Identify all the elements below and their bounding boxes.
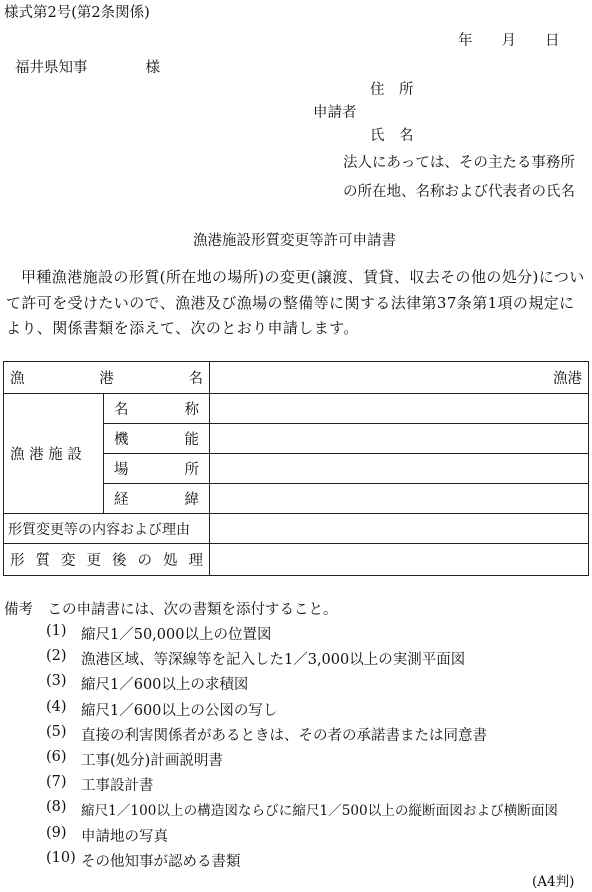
spread-char: 後 <box>112 553 127 569</box>
date-line: 年 月 日 <box>458 33 560 49</box>
list-item-text: 工事(処分)計画説明書 <box>81 752 223 769</box>
spread-char: 緯 <box>184 492 199 508</box>
list-item <box>46 799 558 824</box>
spread-char: 形 <box>10 553 25 569</box>
list-item-text: 縮尺1／600以上の公図の写し <box>81 702 278 719</box>
name-label: 氏 名 <box>370 128 414 144</box>
list-item <box>46 774 558 799</box>
list-item-number: (5) <box>46 723 67 740</box>
spread-char: 処 <box>163 553 178 569</box>
spread-char: 機 <box>114 432 129 448</box>
list-item <box>46 648 558 673</box>
notes-heading: 備考 この申請書には、次の書類を添付すること。 <box>4 602 338 618</box>
list-item-number: (1) <box>46 623 67 639</box>
attachment-list <box>46 623 558 875</box>
spread-char: 名 <box>188 371 203 387</box>
list-item <box>46 699 558 724</box>
list-item-number: (3) <box>46 673 67 690</box>
spread-char: 質 <box>35 553 50 569</box>
facility-history-value[interactable] <box>210 484 589 514</box>
spread-char: 経 <box>114 492 129 508</box>
list-item-text: 直接の利害関係者があるときは、その者の承諾書または同意書 <box>81 727 487 744</box>
list-item-text: 縮尺1／50,000以上の位置図 <box>81 627 272 643</box>
list-item-text: 縮尺1／600以上の求積図 <box>81 677 249 694</box>
spread-char: 漁 <box>10 371 25 387</box>
facility-location-label <box>104 454 210 484</box>
facility-row-name <box>4 394 589 424</box>
list-item-number: (9) <box>46 824 67 841</box>
facility-function-label <box>104 424 210 454</box>
fishing-port-value[interactable]: 漁港 <box>210 362 589 394</box>
fishing-port-row <box>4 362 589 394</box>
spread-char: 場 <box>114 462 129 478</box>
facility-function-value[interactable] <box>210 424 589 454</box>
corporation-note-line-2: の所在地、名称および代表者の氏名 <box>343 184 575 200</box>
change-content-value[interactable] <box>210 514 589 544</box>
list-item-number: (10) <box>46 849 76 866</box>
facility-group-label: 漁 港 施 設 <box>4 394 104 514</box>
spread-char: の <box>137 553 152 569</box>
list-item <box>46 724 558 749</box>
corporation-note-line-1: 法人にあっては、その主たる事務所 <box>343 155 575 171</box>
application-form-table <box>3 361 589 576</box>
list-item-number: (8) <box>46 799 67 816</box>
spread-char: 名 <box>114 402 129 418</box>
spread-char: 変 <box>61 553 76 569</box>
facility-name-label <box>104 394 210 424</box>
list-item-number: (6) <box>46 748 67 765</box>
list-item-text: その他知事が認める書類 <box>81 853 241 870</box>
list-item-number: (2) <box>46 648 67 665</box>
spread-char: 称 <box>184 402 199 418</box>
facility-name-value[interactable] <box>210 394 589 424</box>
list-item-text: 工事設計書 <box>81 778 154 795</box>
address-label: 住 所 <box>370 82 414 98</box>
application-body-paragraph: 甲種漁港施設の形質(所在地の場所)の変更(譲渡、賃貸、収去その他の処分)について許可を受けたいので、漁港及び漁場の整備等に関する法律第37条第1項の規定により、関係書類を添えて、次のとおり申請します。 <box>6 268 585 337</box>
paper-size-note: (A4判) <box>532 874 575 890</box>
list-item <box>46 825 558 850</box>
list-item <box>46 850 558 875</box>
list-item-text: 申請地の写真 <box>81 828 168 845</box>
facility-history-label <box>104 484 210 514</box>
document-title: 漁港施設形質変更等許可申請書 <box>193 233 396 249</box>
spread-char: 港 <box>99 371 114 387</box>
spread-char: 能 <box>184 432 199 448</box>
facility-location-value[interactable] <box>210 454 589 484</box>
after-change-row <box>4 544 589 576</box>
list-item-text: 縮尺1／100以上の構造図ならびに縮尺1／500以上の縦断面図および横断面図 <box>81 803 559 820</box>
spread-char: 理 <box>188 553 203 569</box>
spread-char: 所 <box>184 462 199 478</box>
after-change-value[interactable] <box>210 544 589 576</box>
form-number-label: 様式第2号(第2条関係) <box>4 5 150 21</box>
applicant-label: 申請者 <box>313 105 357 121</box>
after-change-label <box>4 544 210 576</box>
list-item <box>46 673 558 698</box>
list-item <box>46 623 558 648</box>
spread-char: 更 <box>86 553 101 569</box>
list-item-number: (4) <box>46 698 67 715</box>
change-content-row <box>4 514 589 544</box>
list-item-number: (7) <box>46 774 67 791</box>
list-item-text: 漁港区域、等深線等を記入した1／3,000以上の実測平面図 <box>81 652 466 669</box>
addressee: 福井県知事 様 <box>15 60 160 76</box>
list-item <box>46 749 558 774</box>
fishing-port-label <box>4 362 210 394</box>
change-content-label: 形質変更等の内容および理由 <box>4 514 210 544</box>
